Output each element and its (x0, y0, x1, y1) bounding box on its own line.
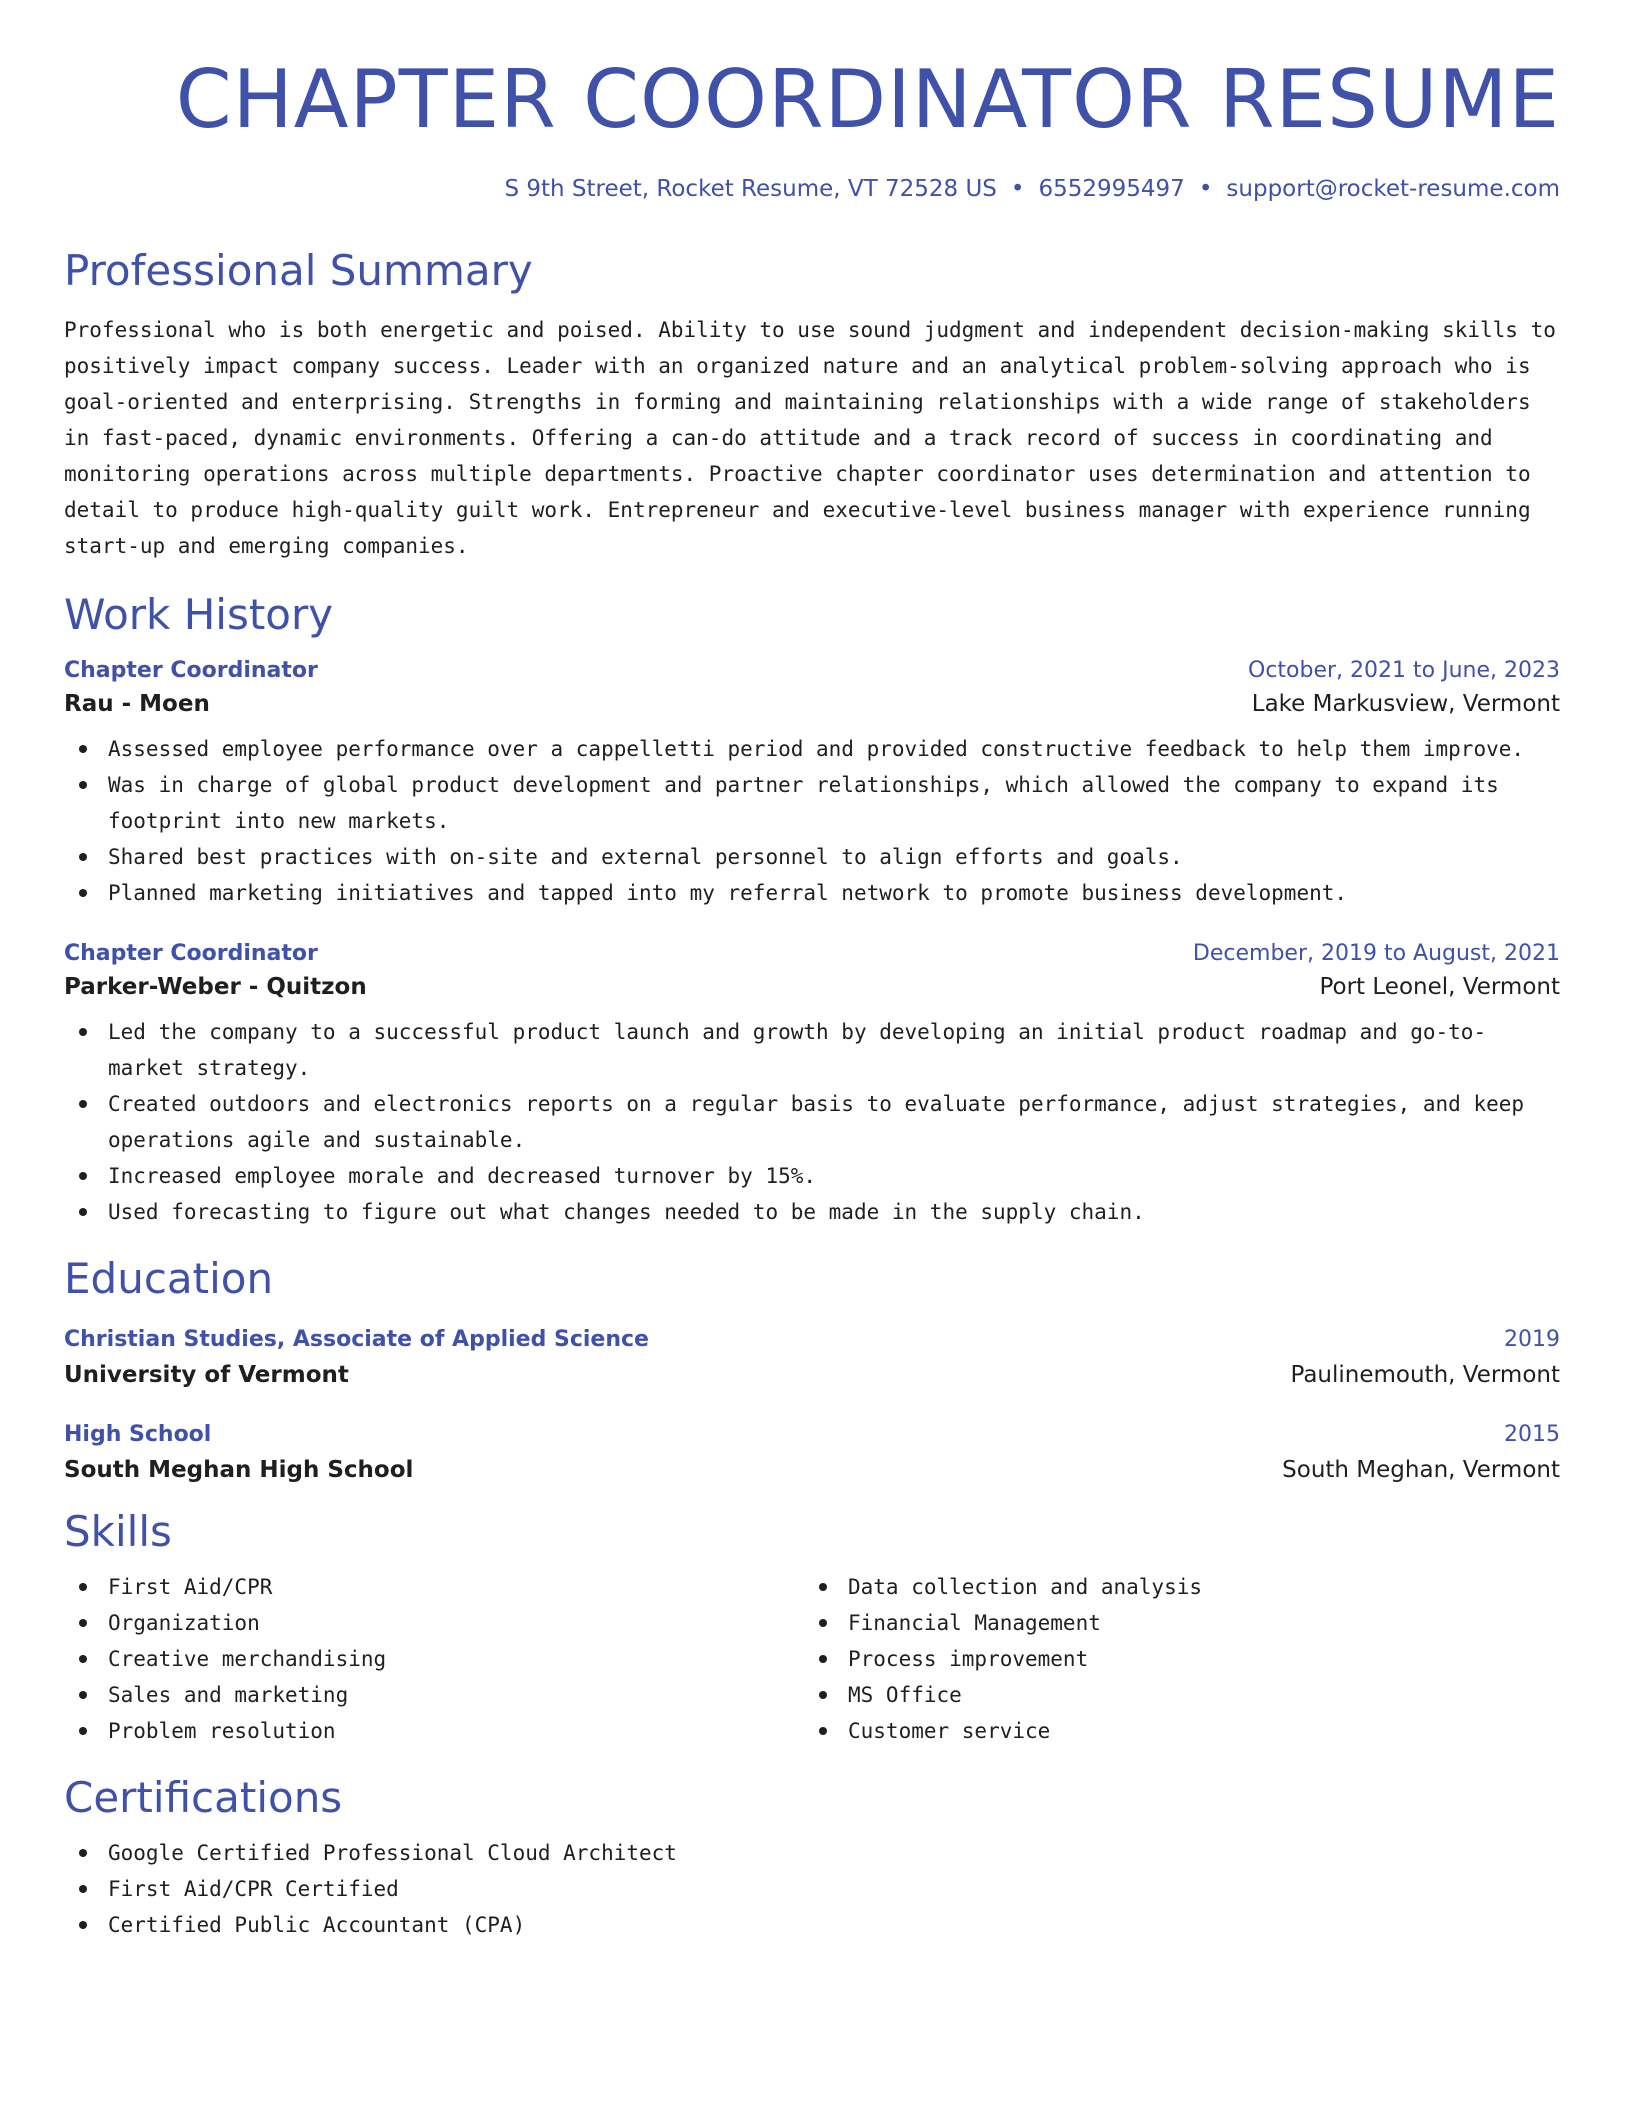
skill-item: Organization (64, 1605, 804, 1641)
certification-item: Google Certified Professional Cloud Architect (64, 1835, 1560, 1871)
resume-page (64, 0, 1560, 1943)
job-entry (64, 658, 1560, 911)
job-location: Port Leonel, Vermont (1319, 974, 1560, 1001)
work-history-heading: Work History (64, 590, 334, 640)
certifications-list (64, 1835, 1560, 1943)
list-item: Was in charge of global product development and partner relationships, which allowed the company to expand its footprint into new markets. (64, 767, 1560, 839)
job-entry (64, 941, 1560, 1230)
job-bullets (64, 1014, 1560, 1230)
summary-heading: Professional Summary (64, 246, 533, 295)
education-heading: Education (64, 1254, 274, 1304)
contact-separator: • (1198, 176, 1213, 202)
skills-column-left (64, 1569, 804, 1749)
skill-item: Problem resolution (64, 1713, 804, 1749)
skill-item: Financial Management (804, 1605, 1544, 1641)
skill-item: MS Office (804, 1677, 1544, 1713)
list-item: Led the company to a successful product launch and growth by developing an initial product roadmap and go-to-market strategy. (64, 1014, 1560, 1086)
certification-item: Certified Public Accountant (CPA) (64, 1907, 1560, 1943)
job-title: Chapter Coordinator (64, 941, 318, 967)
skills-column-right (804, 1569, 1544, 1749)
education-year: 2019 (1504, 1326, 1560, 1352)
list-item: Used forecasting to figure out what changes needed to be made in the supply chain. (64, 1194, 1560, 1230)
job-company: Rau - Moen (64, 691, 210, 718)
list-item: Assessed employee performance over a cappelletti period and provided constructive feedback to help them improve. (64, 731, 1560, 767)
skill-item: Customer service (804, 1713, 1544, 1749)
summary-text: Professional who is both energetic and poised. Ability to use sound judgment and independent decision-making skills to positively impact company success. Leader with an organized nature and an analytical problem-solving approach who is goal-oriented and enterprising. Strengths in forming and maintaining relationships with a wide range of stakeholders in fast-paced, dynamic environments. Offering a can-do attitude and a track record of success in coordinating and monitoring operations across multiple departments. Proactive chapter coordinator uses determination and attention to detail to produce high-quality guilt work. Entrepreneur and executive-level business manager with experience running start-up and emerging companies. (64, 318, 1556, 559)
education-entry (64, 1422, 1560, 1483)
education-degree: High School (64, 1421, 212, 1447)
job-dates: December, 2019 to August, 2021 (1192, 941, 1560, 967)
education-entry (64, 1327, 1560, 1388)
skills-heading: Skills (64, 1506, 172, 1556)
education-school: University of Vermont (64, 1361, 349, 1388)
contact-email[interactable]: support@rocket-resume.com (1226, 176, 1560, 202)
skill-item: Data collection and analysis (804, 1569, 1544, 1605)
skill-item: First Aid/CPR (64, 1569, 804, 1605)
education-year: 2015 (1504, 1421, 1560, 1447)
list-item: Planned marketing initiatives and tapped into my referral network to promote business development. (64, 875, 1560, 911)
education-location: Paulinemouth, Vermont (1290, 1361, 1560, 1388)
education-location: South Meghan, Vermont (1282, 1456, 1560, 1483)
contact-phone[interactable]: 6552995497 (1038, 176, 1185, 202)
resume-title: CHAPTER COORDINATOR RESUME (175, 53, 1560, 146)
contact-line (64, 176, 1560, 202)
contact-separator: • (1010, 176, 1025, 202)
list-item: Shared best practices with on-site and external personnel to align efforts and goals. (64, 839, 1560, 875)
job-company: Parker-Weber - Quitzon (64, 974, 367, 1001)
list-item: Created outdoors and electronics reports on a regular basis to evaluate performance, adjust strategies, and keep operations agile and sustainable. (64, 1086, 1560, 1158)
job-location: Lake Markusview, Vermont (1251, 691, 1560, 718)
skill-item: Sales and marketing (64, 1677, 804, 1713)
education-degree: Christian Studies, Associate of Applied Science (64, 1326, 649, 1352)
skills-grid (64, 1569, 1560, 1749)
certifications-heading: Certifications (64, 1772, 343, 1822)
contact-address: S 9th Street, Rocket Resume, VT 72528 US (504, 176, 997, 202)
education-school: South Meghan High School (64, 1456, 414, 1483)
skill-item: Creative merchandising (64, 1641, 804, 1677)
skill-item: Process improvement (804, 1641, 1544, 1677)
job-dates: October, 2021 to June, 2023 (1248, 658, 1560, 684)
job-bullets (64, 731, 1560, 911)
certification-item: First Aid/CPR Certified (64, 1871, 1560, 1907)
job-title: Chapter Coordinator (64, 658, 318, 684)
list-item: Increased employee morale and decreased turnover by 15%. (64, 1158, 1560, 1194)
